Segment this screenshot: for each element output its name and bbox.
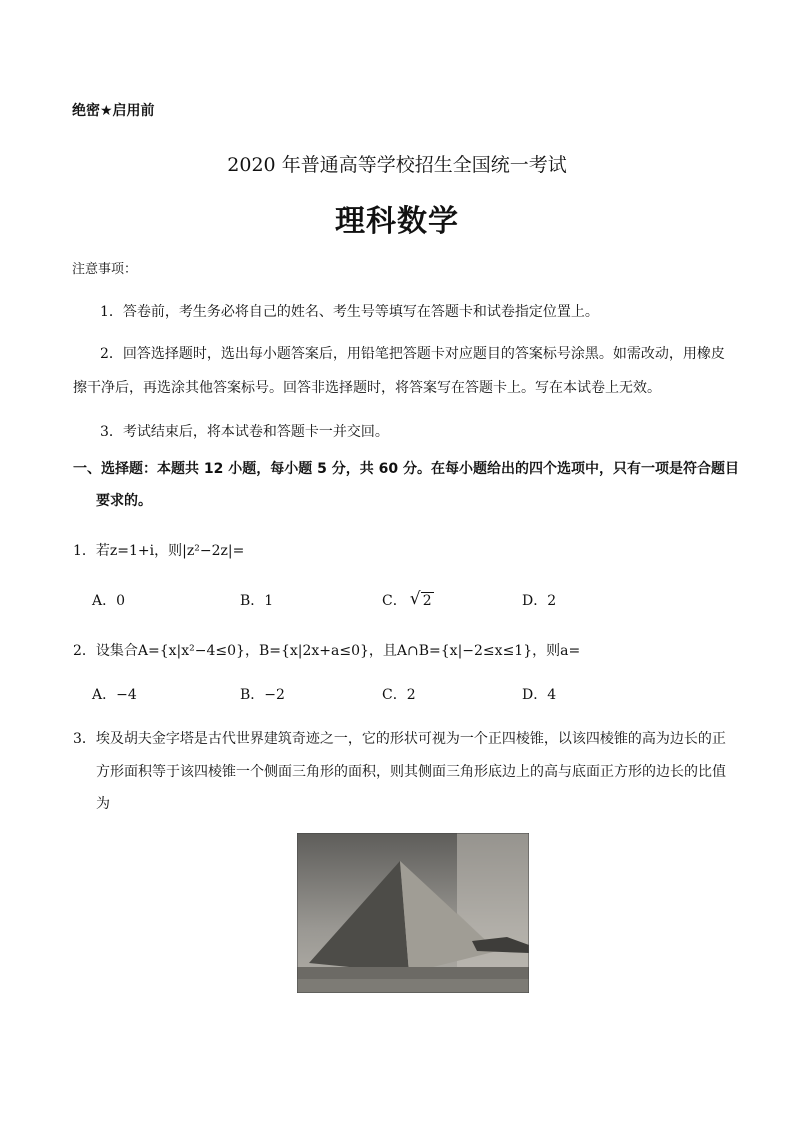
section-heading-line-2: 要求的。 (96, 493, 152, 509)
question-1-stem: 1．若z=1+i，则|z²−2z|= (73, 543, 245, 559)
question-3-stem-line-3: 为 (96, 796, 110, 812)
note-item-3: 3．考试结束后，将本试卷和答题卡一并交回。 (100, 424, 389, 440)
note-item-2-line-2: 擦干净后，再选涂其他答案标号。回答非选择题时，将答案写在答题卡上。写在本试卷上无效。 (73, 380, 661, 396)
note-item-2-line-1: 2．回答选择题时，选出每小题答案后，用铅笔把答题卡对应题目的答案标号涂黑。如需改动，用橡皮 (100, 346, 725, 362)
confidential-label: 绝密★启用前 (72, 103, 155, 119)
exam-title: 2020 年普通高等学校招生全国统一考试 (227, 154, 567, 176)
question-3-stem-line-2: 方形面积等于该四棱锥一个侧面三角形的面积，则其侧面三角形底边上的高与底面正方形的边长的比值 (96, 764, 726, 780)
question-2-stem: 2．设集合A={x|x²−4≤0}，B={x|2x+a≤0}，且A∩B={x|−2≤x≤1}，则a= (73, 643, 581, 659)
question-2-option-a: A．−4 (92, 687, 137, 703)
question-1-option-c (382, 590, 434, 610)
note-item-1: 1．答卷前，考生务必将自己的姓名、考生号等填写在答题卡和试卷指定位置上。 (100, 304, 599, 320)
question-3-stem-line-1: 3．埃及胡夫金字塔是古代世界建筑奇迹之一，它的形状可视为一个正四棱锥，以该四棱锥的高为边长的正 (73, 731, 726, 747)
section-heading-line-1: 一、选择题：本题共 12 小题，每小题 5 分，共 60 分。在每小题给出的四个选项中，只有一项是符合题目 (73, 461, 739, 477)
sqrt-expression: √ 2 (421, 592, 434, 609)
question-1-option-b: B．1 (240, 593, 274, 609)
question-2-option-b: B．−2 (240, 687, 285, 703)
option-c-label: C． (382, 593, 407, 609)
subject-title: 理科数学 (335, 204, 459, 239)
notes-heading: 注意事项： (72, 262, 138, 277)
question-1-option-a: A．0 (92, 593, 126, 609)
question-1-option-d: D．2 (522, 593, 557, 609)
question-2-option-c: C．2 (382, 687, 416, 703)
pyramid-photo (297, 833, 529, 993)
question-2-option-d: D．4 (522, 687, 557, 703)
